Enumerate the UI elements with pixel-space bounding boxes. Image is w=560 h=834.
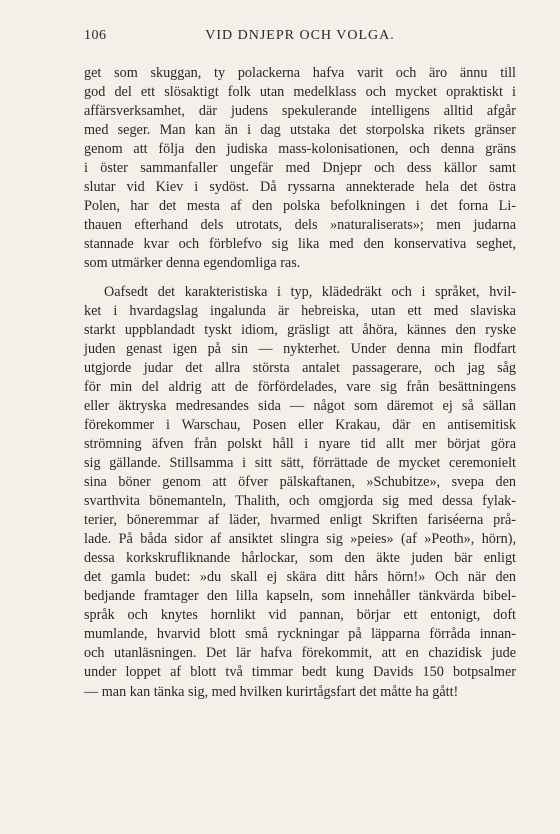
text-line: för min del aldrig att de förfördelades, vare sig från besättningens [84,378,516,395]
text-line: eller äktryska medresandes sida — något som däremot ej så sällan [84,397,516,414]
text-line: thauen efterhand dels utrotats, dels »naturaliserats»; men judarna [84,217,516,234]
text-line: i öster sammanfaller ungefär med Dnjepr och dess källor samt [84,160,516,177]
text-line: med seger. Man kan än i dag utstaka det storpolska rikets gränser [84,122,516,139]
text-line: under loppet af blott två timmar bedt kung Davids 150 botpsalmer [84,664,516,681]
text-line: Oafsedt det karakteristiska i typ, klädedräkt och i språket, hvil- [104,283,516,300]
text-line: Polen, har det mesta af den polska befolkningen i det forna Li- [84,198,516,215]
text-line: ket i hvardagslag ingalunda är hebreiska, utan ett med slaviska [84,302,516,319]
text-line: genom att följa den judiska mass-kolonisationen, och denna gräns [84,141,516,158]
page-number: 106 [84,28,107,43]
paragraph-2 [84,283,516,702]
text-line: svarthvita bönemanteln, Thalith, och omgjorda sig med dessa fylak- [84,493,516,510]
text-line: stannade kvar och förblefvo sig lika med den konservativa seghet, [84,236,516,253]
text-line: språk och knytes hornlikt vid pannan, börjar ett entonigt, doft [84,607,516,624]
text-line: strömning äfven från polskt håll i nyare tid allt mer börjat göra [84,435,516,452]
text-line: get som skuggan, ty polackerna hafva varit och äro ännu till [84,65,516,81]
text-line: slutar vid Kiev i sydöst. Då ryssarna annekterade hela det östra [84,179,516,196]
text-line: affärsverksamhet, där judens spekulerande intelligens alltid afgår [84,103,516,120]
text-line: dessa korkskrufliknande hårlockar, som den äkte juden bär enligt [84,550,516,567]
running-title: VID DNJEPR OCH VOLGA. [205,28,395,43]
text-line: och utanläsningen. Det lär hafva förekommit, att en chazidisk jude [84,645,516,662]
running-head [84,28,516,48]
paragraph-1 [84,64,516,274]
text-line: god del ett slösaktigt folk utan medelklass och mycket opraktiskt i [84,84,516,101]
text-line: sina böner genom att öfver pälskaftanen, »Schubitze», svepa den [84,473,516,490]
text-line: som utmärker denna egendomliga ras. [84,255,301,272]
body-text [84,64,516,702]
text-line: lade. På båda sidor af ansiktet slingra sig »peies» (af »Peoth», hörn), [84,531,516,548]
text-line: bedjande framtager den lilla kapseln, som innehåller tänkvärda bibel- [84,588,516,605]
text-line: — man kan tänka sig, med hvilken kurirtågsfart det måtte ha gått! [84,683,459,700]
text-line: terier, böneremmar af läder, hvarmed enligt Skriften fariséerna prå- [84,512,516,529]
paragraph-gap [84,274,516,283]
text-line: starkt uppblandadt tyskt idiom, gräsligt att åhöra, kännes den ryske [84,321,516,338]
text-line: mumlande, hvarvid blott små ryckningar på läpparna förråda innan- [84,626,516,643]
text-line: juden genast igen på sin — nykterhet. Under denna min flodfart [84,340,516,357]
text-line: sig gällande. Stillsamma i sitt sätt, förrättade de mycket ceremonielt [84,454,516,471]
text-line: utgjorde judar det allra största antalet passagerare, och jag såg [84,359,516,376]
text-line: förekommer i Warschau, Posen eller Krakau, där en antisemitisk [84,416,516,433]
text-line: det gamla budet: »du skall ej skära ditt hårs hörn!» Och när den [84,569,516,586]
